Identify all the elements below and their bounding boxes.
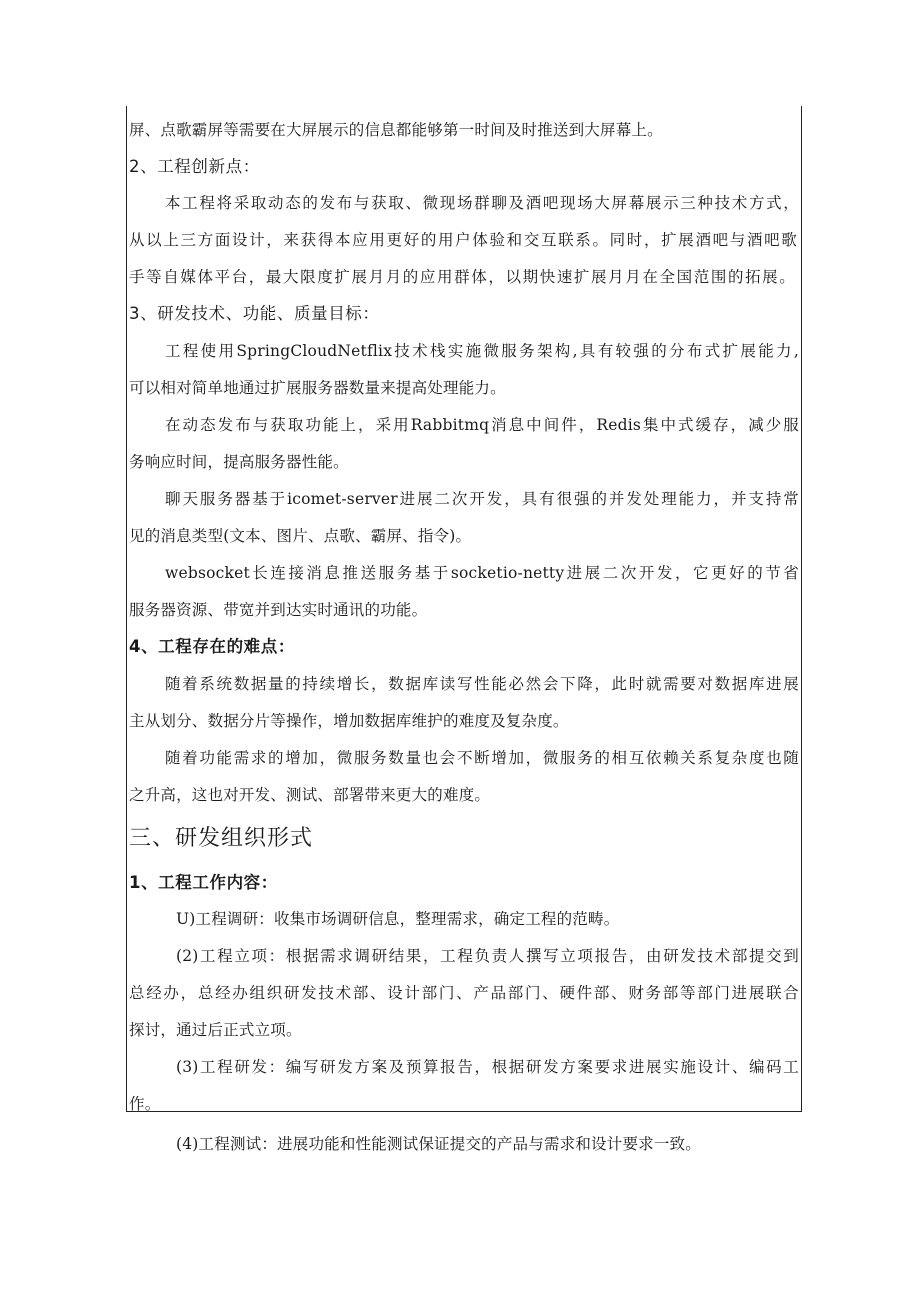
paragraph-line: 总经办，总经办组织研发技术部、设计部门、产品部门、硬件部、财务部等部门进展联合 — [129, 984, 799, 1002]
list-item: U)工程调研：收集市场调研信息，整理需求，确定工程的范畴。 — [176, 910, 620, 928]
paragraph-line: 主从划分、数据分片等操作，增加数据库维护的难度及复杂度。 — [129, 712, 569, 730]
section-title: 三、研发组织形式 — [129, 826, 314, 851]
paragraph-line: 本工程将采取动态的发布与获取、微现场群聊及酒吧现场大屏幕展示三种技术方式， — [165, 194, 799, 212]
paragraph-line: 屏、点歌霸屏等需要在大屏展示的信息都能够第一时间及时推送到大屏幕上。 — [129, 121, 663, 139]
paragraph-line: 服务器资源、带宽并到达实时通讯的功能。 — [129, 601, 428, 619]
paragraph-line: 作。 — [129, 1095, 161, 1113]
paragraph-line: 手等自媒体平台，最大限度扩展月月的应用群体，以期快速扩展月月在全国范围的拓展。 — [129, 268, 795, 286]
paragraph-line: 随着系统数据量的持续增长，数据库读写性能必然会下降，此时就需要对数据库进展 — [165, 675, 799, 693]
paragraph-line: 之升高，这也对开发、测试、部署带来更大的难度。 — [129, 786, 491, 804]
paragraph-line: websocket长连接消息推送服务基于socketio-netty进展二次开发，它更好的节省 — [165, 564, 799, 582]
paragraph-line: 可以相对简单地通过扩展服务器数量来提高处理能力。 — [129, 379, 506, 397]
heading-work-content: 1、工程工作内容： — [129, 873, 278, 892]
heading-innovation: 2、工程创新点： — [129, 157, 260, 176]
paragraph-line: 从以上三方面设计，来获得本应用更好的用户体验和交互联系。同时，扩展酒吧与酒吧歌 — [129, 231, 797, 249]
paragraph-line: 随着功能需求的增加，微服务数量也会不断增加，微服务的相互依赖关系复杂度也随 — [165, 749, 799, 767]
paragraph-line: 工程使用SpringCloudNetflix技术栈实施微服务架构,具有较强的分布式扩展能力, — [165, 342, 799, 360]
heading-difficulties: 4、工程存在的难点： — [129, 637, 295, 656]
paragraph-line: 在动态发布与获取功能上，采用Rabbitmq消息中间件，Redis集中式缓存，减少服 — [165, 416, 799, 434]
paragraph-line: 聊天服务器基于icomet-server进展二次开发，具有很强的并发处理能力，并支持常 — [165, 490, 799, 508]
heading-tech-goals: 3、研发技术、功能、质量目标： — [129, 304, 380, 323]
list-item: (4)工程测试：进展功能和性能测试保证提交的产品与需求和设计要求一致。 — [176, 1135, 701, 1153]
paragraph-line: 务响应时间，提高服务器性能。 — [129, 453, 349, 471]
list-item: (2)工程立项：根据需求调研结果，工程负责人撰写立项报告，由研发技术部提交到 — [176, 947, 799, 965]
list-item: (3)工程研发：编写研发方案及预算报告，根据研发方案要求进展实施设计、编码工 — [176, 1058, 799, 1076]
paragraph-line: 见的消息类型(文本、图片、点歌、霸屏、指令)。 — [129, 527, 472, 545]
paragraph-line: 探讨，通过后正式立项。 — [129, 1021, 302, 1039]
